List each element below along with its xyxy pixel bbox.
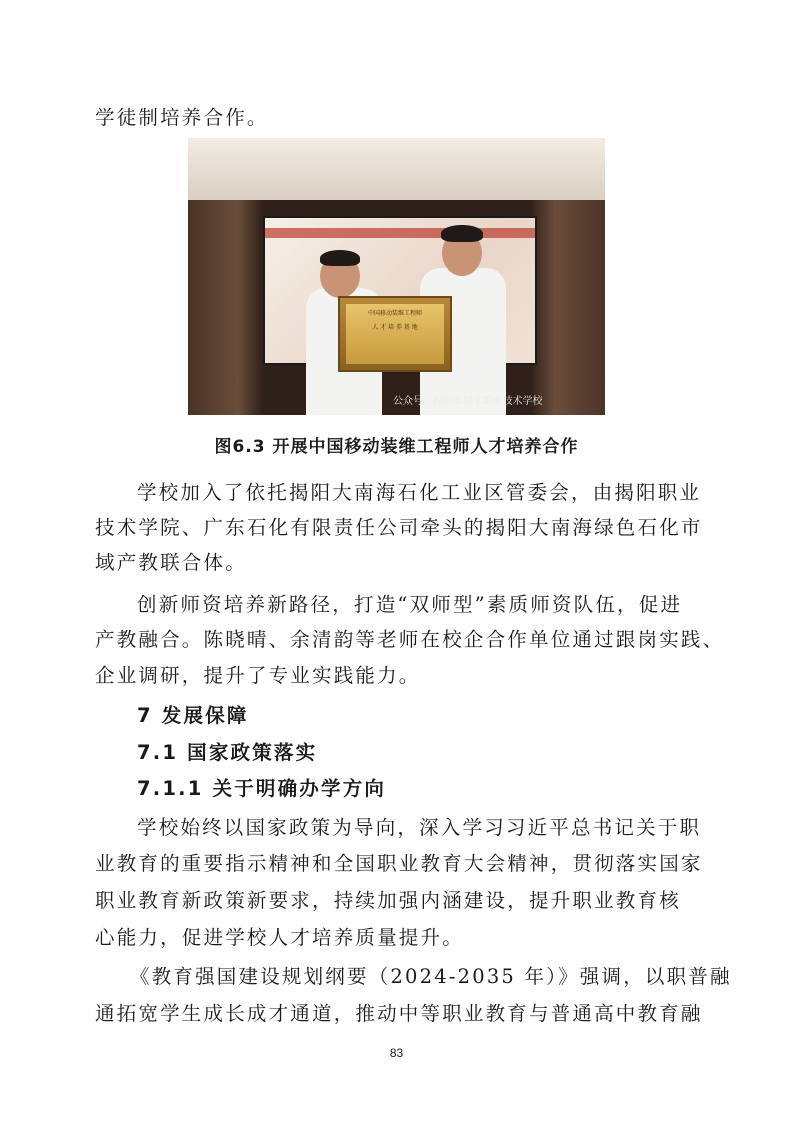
figure-caption: 图6.3 开展中国移动装维工程师人才培养合作	[214, 437, 579, 457]
text-line: 学徒制培养合作。	[95, 106, 269, 129]
text-line: 产教融合。陈晓晴、余清韵等老师在校企合作单位通过跟岗实践、	[95, 628, 725, 651]
text-line: 通拓宽学生成长成才通道，推动中等职业教育与普通高中教育融	[95, 1002, 703, 1025]
page-number: 83	[389, 1046, 404, 1060]
figure-photo	[188, 138, 605, 415]
photo-ceiling	[188, 138, 605, 200]
subsubsection-heading: 7.1.1 关于明确办学方向	[137, 777, 387, 800]
plaque-subtitle: 人 才 培 养 基 地	[372, 324, 418, 331]
text-line: 学校始终以国家政策为导向，深入学习习近平总书记关于职	[137, 816, 702, 839]
plaque-title: 中国移动装维工程师	[367, 310, 422, 317]
text-line: 《教育强国建设规划纲要（2024-2035 年）》强调，以职普融	[130, 965, 732, 988]
text-line: 域产教联合体。	[95, 551, 247, 574]
text-line: 职业教育新政策新要求，持续加强内涵建设，提升职业教育核	[95, 889, 681, 912]
text-line: 心能力，促进学校人才培养质量提升。	[95, 926, 464, 949]
text-line: 学校加入了依托揭阳大南海石化工业区管委会，由揭阳职业	[137, 481, 702, 504]
text-line: 业教育的重要指示精神和全国职业教育大会精神，贯彻落实国家	[95, 852, 703, 875]
subsection-heading: 7.1 国家政策落实	[137, 741, 318, 764]
text-line: 技术学院、广东石化有限责任公司牵头的揭阳大南海绿色石化市	[95, 516, 703, 539]
photo-watermark: 公众号 · 揭阳市理工职业技术学校	[393, 396, 543, 407]
section-heading: 7 发展保障	[137, 704, 249, 727]
text-line: 创新师资培养新路径，打造“双师型”素质师资队伍，促进	[137, 593, 683, 616]
text-line: 企业调研，提升了专业实践能力。	[95, 664, 421, 687]
award-plaque	[338, 296, 452, 372]
